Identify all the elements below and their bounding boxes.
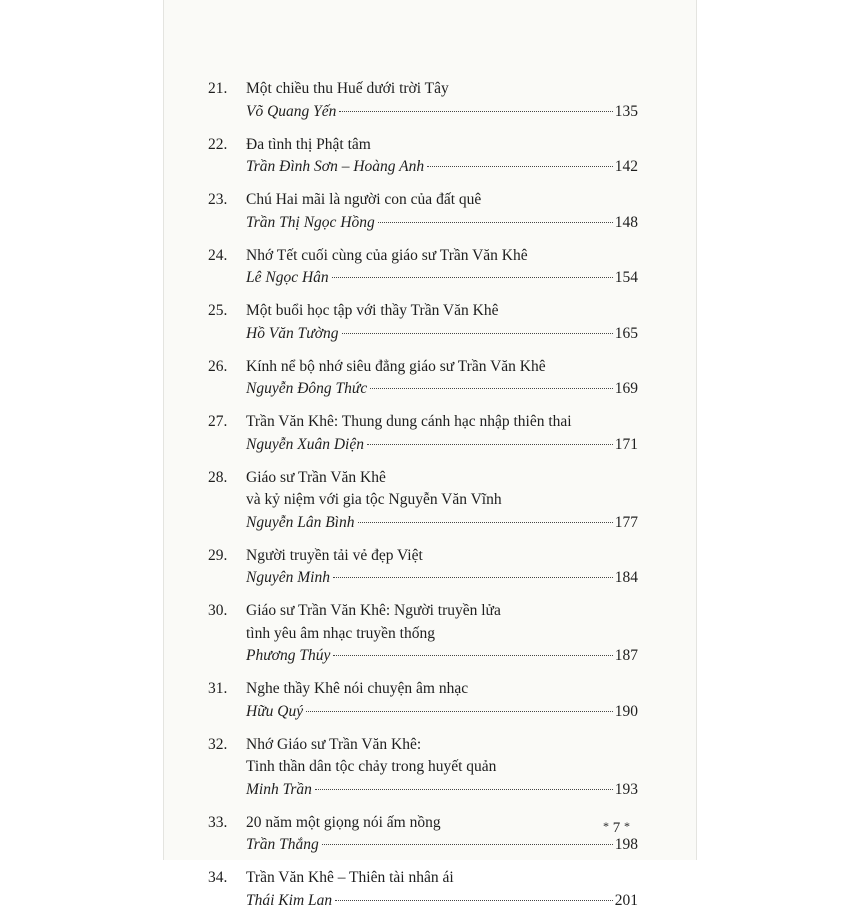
toc-entry: [208, 734, 638, 802]
dot-leader: [306, 711, 613, 712]
dot-leader: [322, 844, 613, 845]
entry-author-line: [246, 645, 638, 668]
entry-title-line: Nhớ Giáo sư Trần Văn Khê:: [246, 735, 422, 753]
entry-author-line: [246, 512, 638, 535]
entry-author-line: [246, 701, 638, 724]
entry-author: Nguyễn Đông Thức: [246, 380, 368, 397]
entry-page-number: 135: [614, 102, 638, 120]
entry-number: 33.: [208, 813, 228, 831]
entry-author: Nguyên Minh: [246, 569, 330, 586]
entry-body: [246, 189, 638, 234]
dot-leader: [342, 333, 613, 334]
entry-author: Hữu Quý: [246, 702, 304, 720]
table-of-contents: [208, 78, 638, 923]
toc-entry: [208, 467, 638, 535]
entry-number: 34.: [208, 869, 228, 886]
entry-body: [246, 545, 638, 590]
entry-title-line: Đa tình thị Phật tâm: [246, 135, 371, 153]
entry-author-line: [246, 323, 638, 346]
toc-entry: [208, 867, 638, 912]
entry-page-number: 177: [614, 513, 638, 531]
dot-leader: [315, 789, 613, 790]
entry-author-line: [246, 212, 638, 235]
dot-leader: [333, 655, 612, 656]
entry-author: Thái Kim Lan: [246, 891, 333, 909]
entry-page-number: 184: [614, 569, 638, 586]
toc-entry: [208, 78, 638, 123]
dot-leader: [333, 577, 613, 578]
entry-author: Hồ Văn Tường: [246, 324, 339, 342]
entry-title-line: Giáo sư Trần Văn Khê: [246, 468, 386, 486]
entry-author: Trần Đình Sơn – Hoàng Anh: [246, 158, 425, 175]
entry-body: [246, 467, 638, 535]
entry-number: 30.: [208, 602, 228, 619]
page-folio: [603, 820, 630, 837]
entry-author-line: [246, 101, 638, 124]
entry-title-line: Kính nể bộ nhớ siêu đẳng giáo sư Trần Văn Khê: [246, 357, 546, 375]
toc-entry: [208, 812, 638, 857]
entry-title-line: Nhớ Tết cuối cùng của giáo sư Trần Văn Khê: [246, 246, 528, 264]
entry-body: [246, 356, 638, 401]
entry-body: [246, 812, 638, 857]
entry-title-line: Người truyền tải vẻ đẹp Việt: [246, 546, 423, 564]
entry-page-number: 201: [614, 891, 638, 909]
entry-page-number: 142: [614, 158, 638, 175]
entry-page-number: 187: [614, 647, 638, 664]
entry-title-line: Một chiều thu Huế dưới trời Tây: [246, 80, 449, 97]
dot-leader: [427, 166, 613, 167]
entry-author-line: [246, 267, 638, 290]
toc-entry: [208, 300, 638, 345]
entry-number: 22.: [208, 135, 228, 153]
entry-body: [246, 134, 638, 179]
toc-entry: [208, 189, 638, 234]
entry-title-line: Chú Hai mãi là người con của đất quê: [246, 191, 482, 208]
folio-page-number: 7: [612, 820, 621, 836]
entry-page-number: 171: [614, 435, 638, 453]
entry-number: 27.: [208, 413, 228, 430]
entry-author-line: [246, 434, 638, 457]
entry-author: Nguyễn Xuân Diện: [246, 435, 364, 453]
entry-number: 29.: [208, 546, 228, 564]
entry-title-line: Trần Văn Khê: Thung dung cánh hạc nhập thiên thai: [246, 413, 572, 430]
entry-number: 23.: [208, 191, 228, 208]
folio-left-ornament: *: [603, 819, 609, 833]
folio-right-ornament: *: [624, 819, 630, 833]
entry-number: 32.: [208, 735, 228, 753]
toc-entry: [208, 356, 638, 401]
entry-body: [246, 245, 638, 290]
entry-body: [246, 411, 638, 456]
dot-leader: [378, 222, 613, 223]
entry-author-line: [246, 890, 638, 913]
dot-leader: [370, 388, 613, 389]
dot-leader: [332, 277, 613, 278]
entry-author-line: [246, 567, 638, 590]
entry-title-line: Trần Văn Khê – Thiên tài nhân ái: [246, 869, 454, 886]
entry-author-line: [246, 156, 638, 179]
entry-author: Minh Trần: [246, 780, 312, 798]
toc-entry: [208, 245, 638, 290]
entry-title-line: Tinh thần dân tộc chảy trong huyết quản: [246, 758, 497, 775]
entry-page-number: 198: [614, 836, 638, 853]
toc-entry: [208, 545, 638, 590]
entry-page-number: 148: [614, 213, 638, 231]
entry-body: [246, 734, 638, 802]
entry-number: 25.: [208, 302, 228, 319]
dot-leader: [367, 444, 613, 445]
toc-entry: [208, 600, 638, 668]
entry-page-number: 165: [614, 324, 638, 342]
entry-body: [246, 78, 638, 123]
dot-leader: [335, 900, 613, 901]
toc-entry: [208, 678, 638, 723]
toc-entry: [208, 411, 638, 456]
entry-number: 31.: [208, 680, 228, 697]
entry-number: 21.: [208, 80, 228, 97]
entry-title-line: tình yêu âm nhạc truyền thống: [246, 624, 435, 642]
entry-number: 24.: [208, 246, 228, 264]
entry-number: 28.: [208, 468, 228, 486]
entry-body: [246, 678, 638, 723]
entry-page-number: 193: [614, 780, 638, 798]
entry-author: Nguyễn Lân Bình: [246, 513, 355, 531]
entry-page-number: 169: [614, 380, 638, 397]
entry-title-line: Nghe thầy Khê nói chuyện âm nhạc: [246, 680, 469, 697]
dot-leader: [358, 522, 613, 523]
entry-title-line: 20 năm một giọng nói ấm nồng: [246, 813, 441, 831]
entry-title-line: Một buổi học tập với thầy Trần Văn Khê: [246, 302, 499, 319]
entry-page-number: 190: [614, 702, 638, 720]
entry-author: Võ Quang Yến: [246, 102, 337, 120]
dot-leader: [339, 111, 612, 112]
entry-author: Phương Thúy: [246, 647, 331, 664]
entry-body: [246, 300, 638, 345]
entry-author-line: [246, 834, 638, 857]
entry-title-line: và kỷ niệm với gia tộc Nguyễn Văn Vĩnh: [246, 491, 502, 508]
entry-author: Trần Thắng: [246, 836, 319, 853]
entry-body: [246, 600, 638, 668]
entry-title-line: Giáo sư Trần Văn Khê: Người truyền lửa: [246, 602, 501, 619]
entry-page-number: 154: [614, 269, 638, 286]
entry-author: Lê Ngọc Hân: [246, 269, 329, 286]
entry-number: 26.: [208, 357, 228, 375]
entry-author-line: [246, 378, 638, 401]
toc-entry: [208, 134, 638, 179]
entry-body: [246, 867, 638, 912]
entry-author: Trần Thị Ngọc Hồng: [246, 213, 375, 231]
entry-author-line: [246, 779, 638, 802]
